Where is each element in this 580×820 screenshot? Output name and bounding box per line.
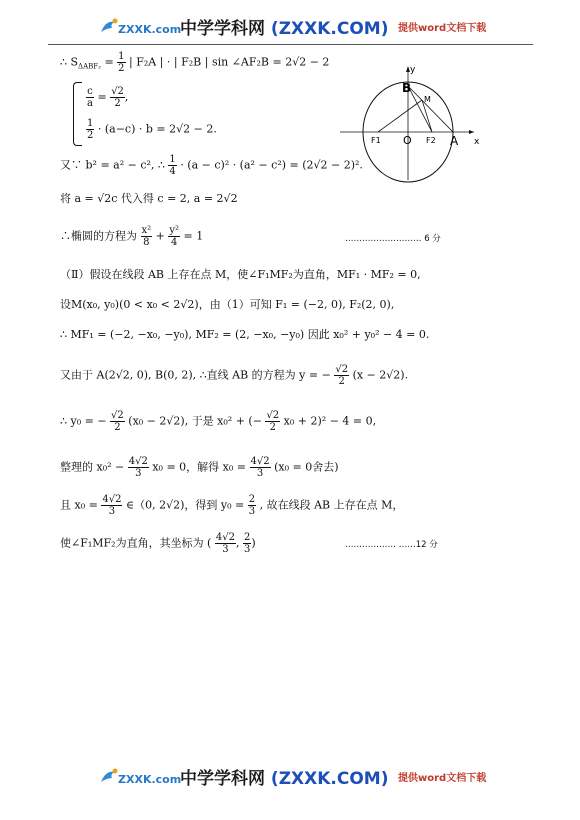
point-m-setup: 设M(x₀, y₀)(0 < x₀ < 2√2)，由（1）可知 F₁ = (−2, 0), F₂(2, 0), — [60, 298, 395, 311]
label-f1: F1 — [371, 136, 381, 145]
svg-text:ZXXK.com: ZXXK.com — [118, 23, 182, 36]
segment-bf2 — [408, 86, 432, 132]
score-6: ……………………… 6 分 — [345, 234, 441, 244]
part-2-assumption: （Ⅱ）假设在线段 AB 上存在点 M，使∠F₁MF₂为直角，MF₁ · MF₂ = 0, — [60, 268, 421, 281]
coordinates-m: 使∠F₁MF₂为直角，其坐标为 ( $\frac{4√2}{3}$ , $\frac{2}{3}$ ) — [60, 532, 256, 555]
vector-equation: ∴ MF₁ = (−2, −x₀, −y₀), MF₂ = (2, −x₀, −y₀) 因此 x₀² + y₀² − 4 = 0. — [60, 328, 430, 341]
header-rule — [48, 44, 533, 45]
y0-equation: ∴ y₀ = − $\frac{√2}{2}$ (x₀ − 2√2), 于是 x₀² + (− $\frac{√2}{2}$ x₀ + 2)² − 4 = 0, — [60, 410, 377, 433]
simplify-solve: 整理的 x₀² − $\frac{4√2}{3}$ x₀ = 0，解得 x₀ = $\frac{4√2}{3}$ (x₀ = 0舍去) — [60, 456, 339, 479]
zxxk-logo — [98, 16, 182, 38]
label-a: A — [450, 134, 459, 148]
ellipse-equation: ∴椭圆的方程为 $\frac{\text{x²}}{8}$ + $\frac{\text{y²}}{4}$ = 1 — [60, 225, 204, 248]
substitution-equation: 又∵ b² = a² − c², ∴ $\frac{1}{4}$ · (a − c)² · (a² − c²) = (2√2 − 2)². — [60, 154, 363, 177]
download-notice: 提供word文档下载 — [398, 773, 487, 784]
label-b: B — [402, 81, 412, 95]
line-ab-equation: 又由于 A(2√2, 0), B(0, 2), ∴直线 AB 的方程为 y = − $\frac{√2}{2}$ (x − 2√2). — [60, 364, 409, 387]
label-o: O — [403, 134, 412, 147]
system-eq-1: $\frac{c}{a}$ = $\frac{√2}{2}$ , — [87, 86, 129, 109]
system-brace — [73, 82, 82, 146]
site-brand — [180, 764, 388, 789]
brand-name: 中学学科网 — [180, 19, 265, 39]
area-equation: ∴ $S_{\Delta ABF_2}$ = $\frac{1}{2}$ | F₂A | · | F₂B | sin ∠AF₂B = 2√2 − 2 — [60, 51, 330, 74]
site-brand — [180, 14, 388, 39]
segment-ab — [408, 86, 453, 132]
segment-f1m — [378, 100, 422, 132]
page-footer — [0, 762, 580, 792]
score-12: ……………… ……12 分 — [345, 540, 438, 550]
ellipse-diagram — [340, 62, 480, 182]
svg-text:ZXXK.com: ZXXK.com — [118, 773, 182, 786]
label-m: M — [424, 95, 431, 104]
x-axis-arrow — [469, 130, 474, 134]
brand-url: (ZXXK.COM) — [270, 19, 389, 39]
zxxk-logo — [98, 766, 182, 788]
system-eq-2: $\frac{1}{2}$ · (a−c) · b = 2√2 − 2. — [87, 118, 217, 141]
existence-conclusion: 且 x₀ = $\frac{4√2}{3}$ ∈（0, 2√2)，得到 y₀ = $\frac{2}{3}$ , 故在线段 AB 上存在点 M， — [60, 494, 404, 517]
solve-values: 将 a = √2c 代入得 c = 2, a = 2√2 — [60, 192, 238, 205]
brand-name: 中学学科网 — [180, 769, 265, 789]
download-notice: 提供word文档下载 — [398, 23, 487, 34]
page-header — [0, 12, 580, 42]
brand-url: (ZXXK.COM) — [270, 769, 389, 789]
label-y: y — [410, 65, 416, 75]
label-f2: F2 — [426, 136, 436, 145]
label-x: x — [474, 137, 480, 147]
